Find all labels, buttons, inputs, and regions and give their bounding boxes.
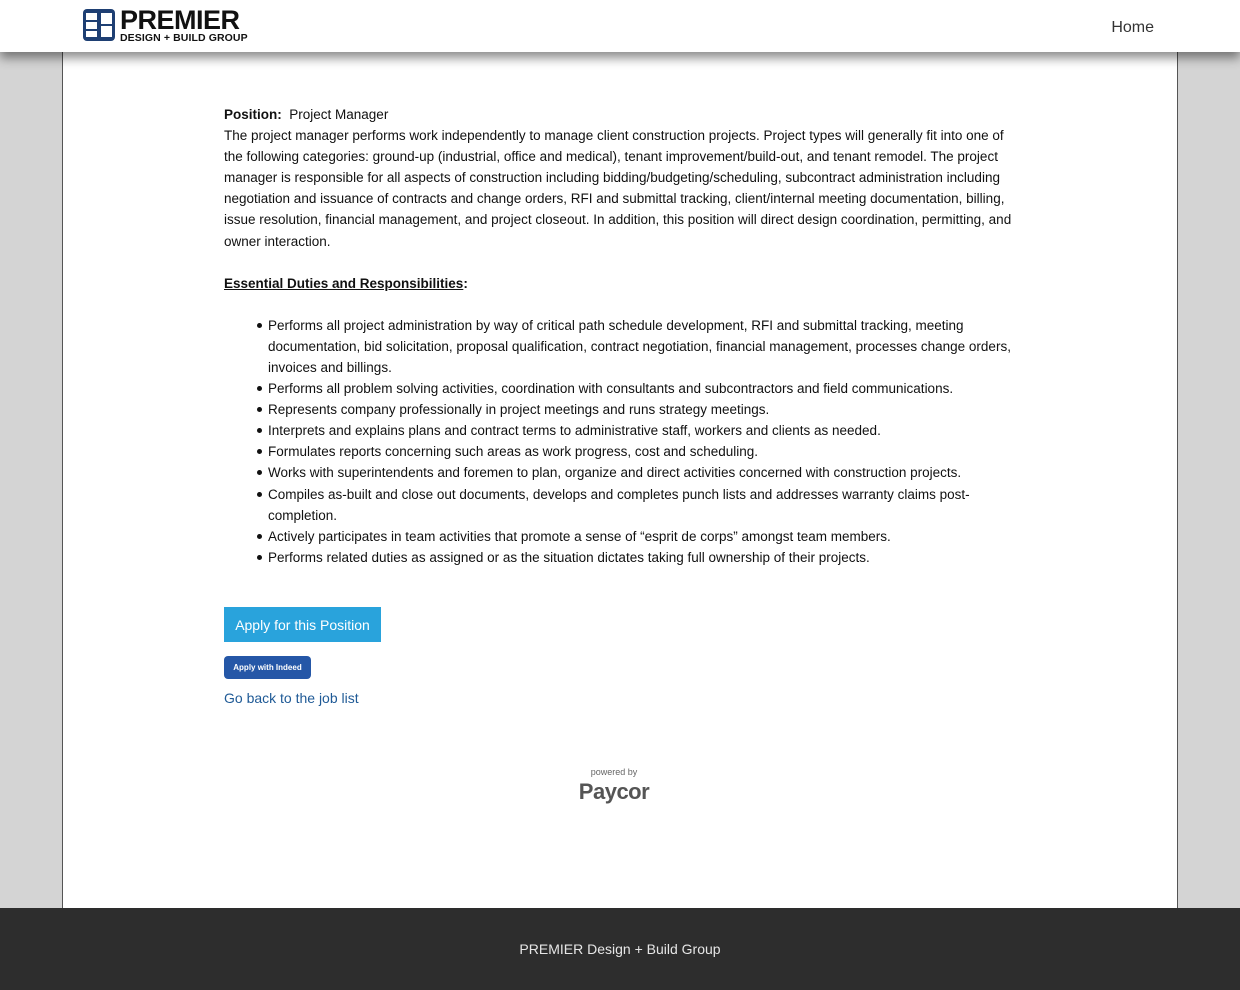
duty-item: Works with superintendents and foremen to plan, organize and direct activities concerned with construction projects. [268, 462, 1014, 483]
nav-home-link[interactable]: Home [1111, 19, 1154, 36]
paycor-logo: Paycor [578, 779, 650, 804]
duty-item: Performs related duties as assigned or as the situation dictates taking full ownership of their projects. [268, 547, 1014, 568]
site-footer [0, 908, 1240, 990]
position-title: Project Manager [289, 107, 389, 122]
duty-item: Interprets and explains plans and contract terms to administrative staff, workers and clients as needed. [268, 420, 1014, 441]
duty-item: Performs all project administration by way of critical path schedule development, RFI and submittal tracking, meeting documentation, bid solicitation, proposal qualification, contract negotiation, financial management, processes change orders, invoices and billings. [268, 315, 1014, 378]
job-content [224, 104, 1014, 568]
logo-name: PREMIER [120, 4, 240, 35]
job-detail-panel [62, 52, 1178, 908]
position-label: Position: [224, 107, 282, 122]
logo-wordmark [120, 4, 248, 44]
job-description: The project manager performs work independently to manage client construction projects. Project types will generally fit into one of the following categories: ground-up (industrial, office and medical), tenant improvement/build-out, and tenant remodel. The project manager is responsible for all aspects of construction including bidding/budgeting/scheduling, subcontract administration including negotiation and issuance of contracts and change orders, RFI and submittal tracking, client/internal meeting documentation, billing, issue resolution, financial management, and project closeout. In addition, this position will direct design coordination, permitting, and owner interaction. [224, 128, 1012, 249]
duties-list [268, 315, 1014, 568]
duty-item: Formulates reports concerning such areas as work progress, cost and scheduling. [268, 441, 1014, 462]
duty-item: Represents company professionally in project meetings and runs strategy meetings. [268, 399, 1014, 420]
logo-tagline: DESIGN + BUILD GROUP [120, 31, 248, 44]
duty-item: Actively participates in team activities that promote a sense of “esprit de corps” amongst team members. [268, 526, 1014, 547]
premier-logo[interactable] [82, 4, 248, 44]
duty-item: Compiles as-built and close out documents, develops and completes punch lists and addresses warranty claims post-completion. [268, 484, 1014, 526]
duty-item: Performs all problem solving activities, coordination with consultants and subcontractors and field communications. [268, 378, 1014, 399]
apply-with-indeed-button[interactable]: Apply with Indeed [224, 656, 311, 679]
back-to-job-list-link[interactable]: Go back to the job list [224, 690, 359, 706]
powered-by-paycor[interactable] [563, 767, 665, 805]
position-line [224, 104, 1014, 125]
premier-logo-mark-icon [82, 8, 116, 42]
site-header [0, 0, 1240, 52]
duties-heading-line [224, 273, 1014, 294]
duties-heading: Essential Duties and Responsibilities [224, 275, 464, 291]
duties-heading-colon: : [463, 275, 468, 291]
powered-by-label: powered by [590, 767, 638, 777]
apply-for-position-button[interactable]: Apply for this Position [224, 607, 381, 642]
footer-text: PREMIER Design + Build Group [519, 941, 721, 957]
